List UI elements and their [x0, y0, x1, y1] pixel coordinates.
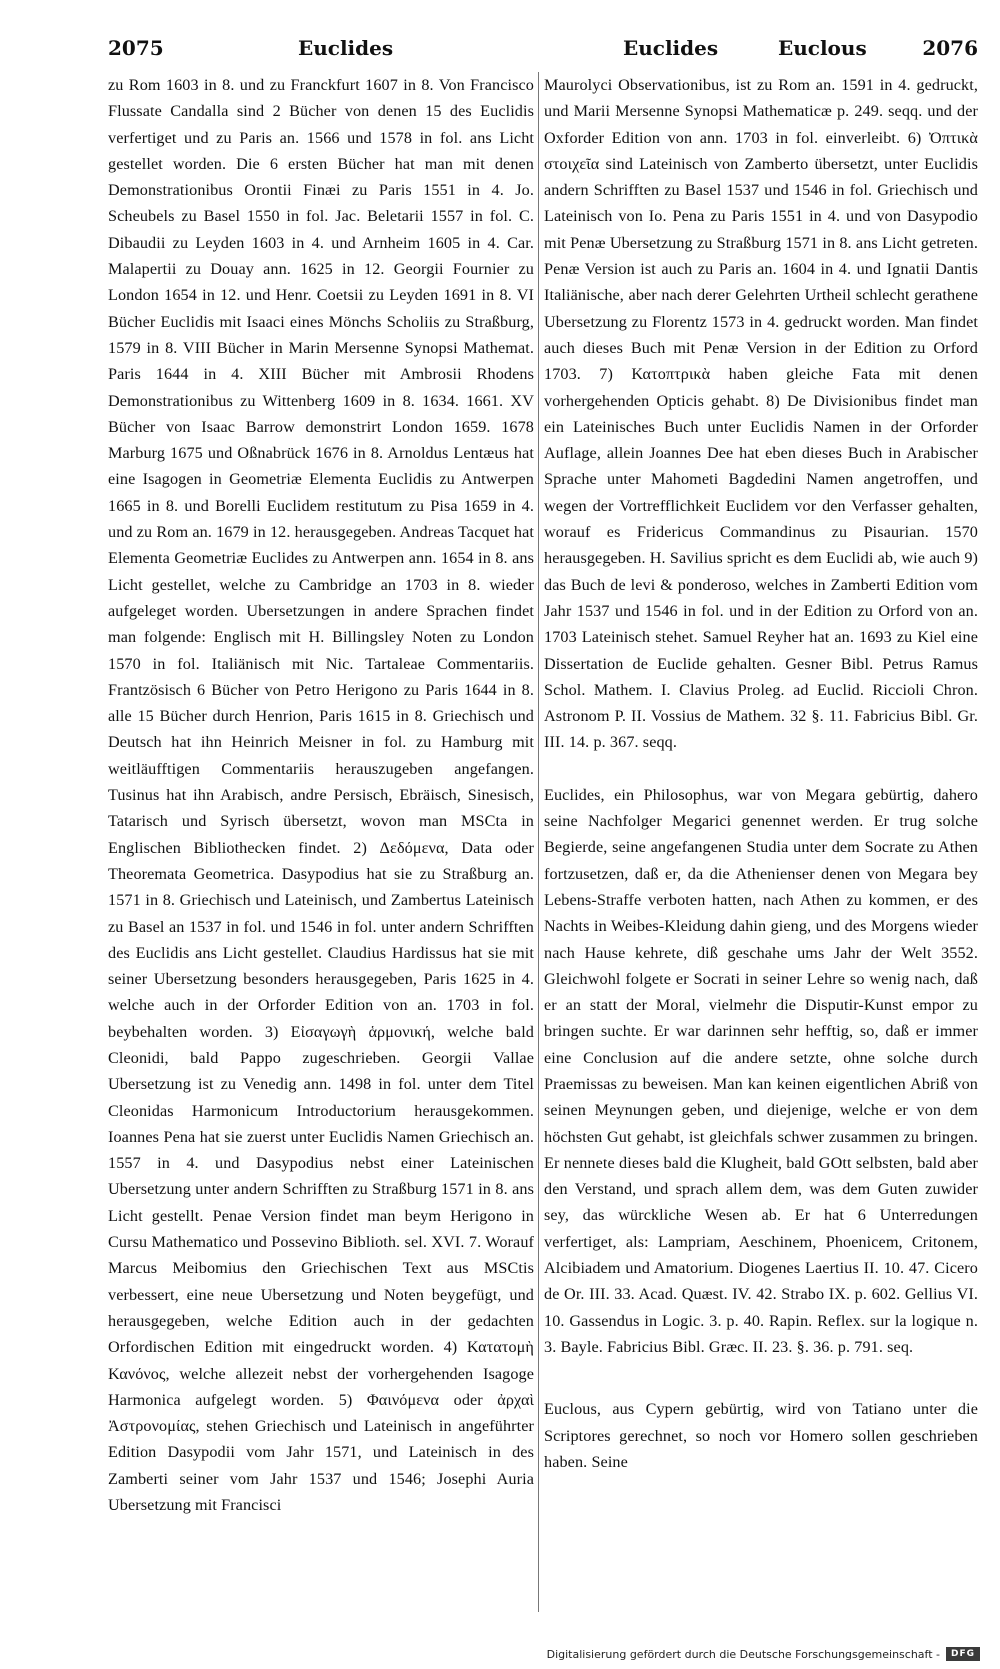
- running-head-right-first: Euclides: [623, 36, 719, 60]
- running-head-right-last: Euclous: [778, 36, 867, 60]
- page-number-right: 2076: [922, 36, 978, 60]
- entry-euclides-philosophus: Euclides, ein Philosophus, war von Megara gebürtig, dahero seine Nachfolger Megarici genennet werden. Er trug solche Begierde, seine angefangenen Studia unter dem Socrate zu Athen fortzusetzen, daß er, da die Athenienser denen von Megara bey Lebens-Straffe verboten hatten, nach Athen zu kommen, er des Nachts in Weibes-Kleidung dahin gieng, und des Morgens wieder nach Hause kehrete, diß geschahe ums Jahr der Welt 3552. Gleichwohl folgete er Socrati in seiner Lehre so wenig nach, daß er an statt der Moral, vielmehr die Disputir-Kunst empor zu bringen suchte. Er war darinnen sehr hefftig, so, daß er immer eine Conclusion auf die andere setzte, ohne solche durch Praemissas zu beweisen. Man kan keinen eigentlichen Abriß von seinen Meynungen geben, und diejenige, welche er von dem höchsten Gut gehabt, ist gleichfals schwer zusammen zu bringen. Er nennete dieses bald die Klugheit, bald GOtt selbsten, bald aber den Verstand, und sprach allem dem, was dem Guten zuwider sey, das würckliche Wesen ab. Er hat 6 Unterredungen verfertiget, als: Lampriam, Aeschinem, Phoenicem, Critonem, Alcibiadem und Amatorium. Diogenes Laertius II. 10. 47. Cicero de Or. III. 33. Acad. Quæst. IV. 42. Strabo IX. p. 602. Gellius VI. 10. Gassendus in Logic. 3. p. 40. Rapin. Reflex. sur la logique n. 3. Bayle. Fabricius Bibl. Græc. II. 23. §. 36. p. 791. seq.: [544, 785, 978, 1356]
- dfg-logo: DFG: [946, 1647, 980, 1661]
- footer-credit: Digitalisierung gefördert durch die Deutsche Forschungsgemeinschaft -: [546, 1647, 940, 1661]
- page-header: [108, 30, 978, 70]
- entry-gap: [544, 1360, 978, 1396]
- digitization-footer: [547, 1645, 980, 1663]
- running-head-left: Euclides: [298, 36, 394, 60]
- right-column: [544, 72, 978, 1475]
- left-column: [108, 72, 534, 1518]
- column-divider: [538, 72, 539, 1612]
- page-number-left: 2075: [108, 36, 164, 60]
- entry-gap: [544, 756, 978, 782]
- left-column-paragraph: zu Rom 1603 in 8. und zu Franckfurt 1607 in 8. Von Francisco Flussate Candalla sind 2 Bücher von denen 15 des Euclidis verfertiget und zu Paris an. 1566 und 1578 in fol. ans Licht gestellet worden. Die 6 ersten Bücher hat man mit denen Demonstrationibus Orontii Finæi zu Paris 1551 in 4. Jo. Scheubels zu Basel 1550 in fol. Jac. Beletarii 1557 in fol. C. Dibaudii zu Leyden 1603 in 4. und Arnheim 1605 in 4. Car. Malapertii zu Douay ann. 1625 in 12. Georgii Fournier zu London 1654 in 12. und Henr. Coetsii zu Leyden 1691 in 8. VI Bücher Euclidis mit Isaaci eines Mönchs Scholiis zu Straßburg, 1579 in 8. VIII Bücher in Marin Mersenne Synopsi Mathemat. Paris 1644 in 4. XIII Bücher mit Ambrosii Rhodens Demonstrationibus zu Wittenberg 1609 in 8. 1634. 1661. XV Bücher von Isaac Barrow demonstrirt London 1659. 1678 Marburg 1675 und Oßnabrück 1676 in 8. Arnoldus Lentæus hat eine Isagogen in Geometriæ Elementa Euclidis zu Antwerpen 1665 in 8. und Borelli Euclidem restitutum zu Pisa 1659 in 4. und zu Rom an. 1679 in 12. herausgegeben. Andreas Tacquet hat Elementa Geometriæ Euclides zu Antwerpen ann. 1654 in 8. ans Licht gestellet, welche zu Cambridge an 1703 in 8. wieder aufgeleget worden. Ubersetzungen in andere Sprachen findet man folgende: Englisch mit H. Billingsley Noten zu London 1570 in fol. Italiänisch mit Nic. Tartaleae Commentariis. Frantzösisch 6 Bücher von Petro Herigono zu Paris 1644 in 8. alle 15 Bücher durch Henrion, Paris 1615 in 8. Griechisch und Deutsch hat ihn Heinrich Meisner in fol. zu Hamburg mit weitläufftigen Commentariis herauszugeben angefangen. Tusinus hat ihn Arabisch, andre Persisch, Ebräisch, Sinesisch, Tatarisch und Syrisch übersetzt, wovon man MSCta in Englischen Bibliothecken findet. 2) Δεδόμενα, Data oder Theoremata Geometrica. Dasypodius hat sie zu Straßburg an. 1571 in 8. Griechisch und Lateinisch, und Zambertus Lateinisch zu Basel an 1537 in fol. und 1546 in fol. unter andern Schrifften des Euclidis ans Licht gestellet. Claudius Hardissus hat sie mit seiner Ubersetzung besonders herausgegeben, Paris 1625 in 4. welche auch in der Orforder Edition von an. 1703 in fol. beybehalten worden. 3) Εἰσαγωγὴ ἁρμονική, welche bald Cleonidi, bald Pappo zugeschrieben. Georgii Vallae Ubersetzung ist zu Venedig ann. 1498 in fol. unter dem Titel Cleonidas Harmonicum Introductorium herausgekommen. Ioannes Pena hat sie zuerst unter Euclidis Namen Griechisch an. 1557 in 4. und Dasypodius nebst einer Lateinischen Ubersetzung unter andern Schrifften zu Straßburg 1571 in 8. ans Licht gestellt. Penae Version findet man beym Herigono in Cursu Mathematico und Possevino Biblioth. sel. XVI. 7. Worauf Marcus Meibomius den Griechischen Text aus MSCtis verbessert, eine neue Ubersetzung und Noten beygefügt, und herausgegeben, welche Edition auch in der gedachten Orfordischen Edition mit eingedruckt worden. 4) Κατατομὴ Κανόνος, welche allezeit nebst der vorhergehenden Isagoge Harmonica aufgelegt worden. 5) Φαινόμενα oder ἀρχαὶ Ἀστρονομίας, stehen Griechisch und Lateinisch in angeführter Edition Dasypodii vom Jahr 1571, und Lateinisch in des Zamberti seiner vom Jahr 1537 und 1546; Josephi Auria Ubersetzung mit Francisci: [108, 76, 534, 1515]
- entry-euclous: Euclous, aus Cypern gebürtig, wird von Tatiano unter die Scriptores gerechnet, so noch vor Homero sollen geschrieben haben. Seine: [544, 1400, 978, 1471]
- entry-euclides-works-continued: Maurolyci Observationibus, ist zu Rom an. 1591 in 4. gedruckt, und Marii Mersenne Synopsi Mathematicæ p. 249. seqq. und der Oxforder Edition von ann. 1703 in fol. einverleibt. 6) Ὀπτικὰ στοιχεῖα sind Lateinisch von Zamberto übersetzt, unter Euclidis andern Schrifften zu Basel 1537 und 1546 in fol. Griechisch und Lateinisch von Io. Pena zu Paris 1551 in 4. und von Dasypodio mit Penæ Ubersetzung zu Straßburg 1571 in 8. ans Licht getreten. Penæ Version ist auch zu Paris an. 1604 in 4. und Ignatii Dantis Italiänische, aber nach derer Gelehrten Urtheil schlecht gerathene Ubersetzung zu Florentz 1573 in 4. gedruckt worden. Man findet auch dieses Buch mit Penæ Version in der Edition zu Orford 1703. 7) Κατοπτρικὰ haben gleiche Fata mit denen vorhergehenden Opticis gehabt. 8) De Divisionibus findet man ein Lateinisches Buch unter Euclidis Namen in der Orforder Auflage, allein Joannes Dee hat eben dieses Buch in Arabischer Sprache unter Mahometi Bagdedini Namen angetroffen, und wegen der Vortrefflichkeit Euclidem vor den Verfasser gehalten, worauf es Fridericus Commandinus zu Pisaurian. 1570 herausgegeben. H. Savilius spricht es dem Euclidi ab, wie auch 9) das Buch de levi & ponderoso, welches in Zamberti Edition vom Jahr 1537 und 1546 in fol. und in der Edition zu Orford von an. 1703 Lateinisch stehet. Samuel Reyher hat an. 1693 zu Kiel eine Dissertation de Euclide gehalten. Gesner Bibl. Petrus Ramus Schol. Mathem. I. Clavius Proleg. ad Euclid. Riccioli Chron. Astronom P. II. Vossius de Mathem. 32 §. 11. Fabricius Bibl. Gr. III. 14. p. 367. seqq.: [544, 76, 978, 752]
